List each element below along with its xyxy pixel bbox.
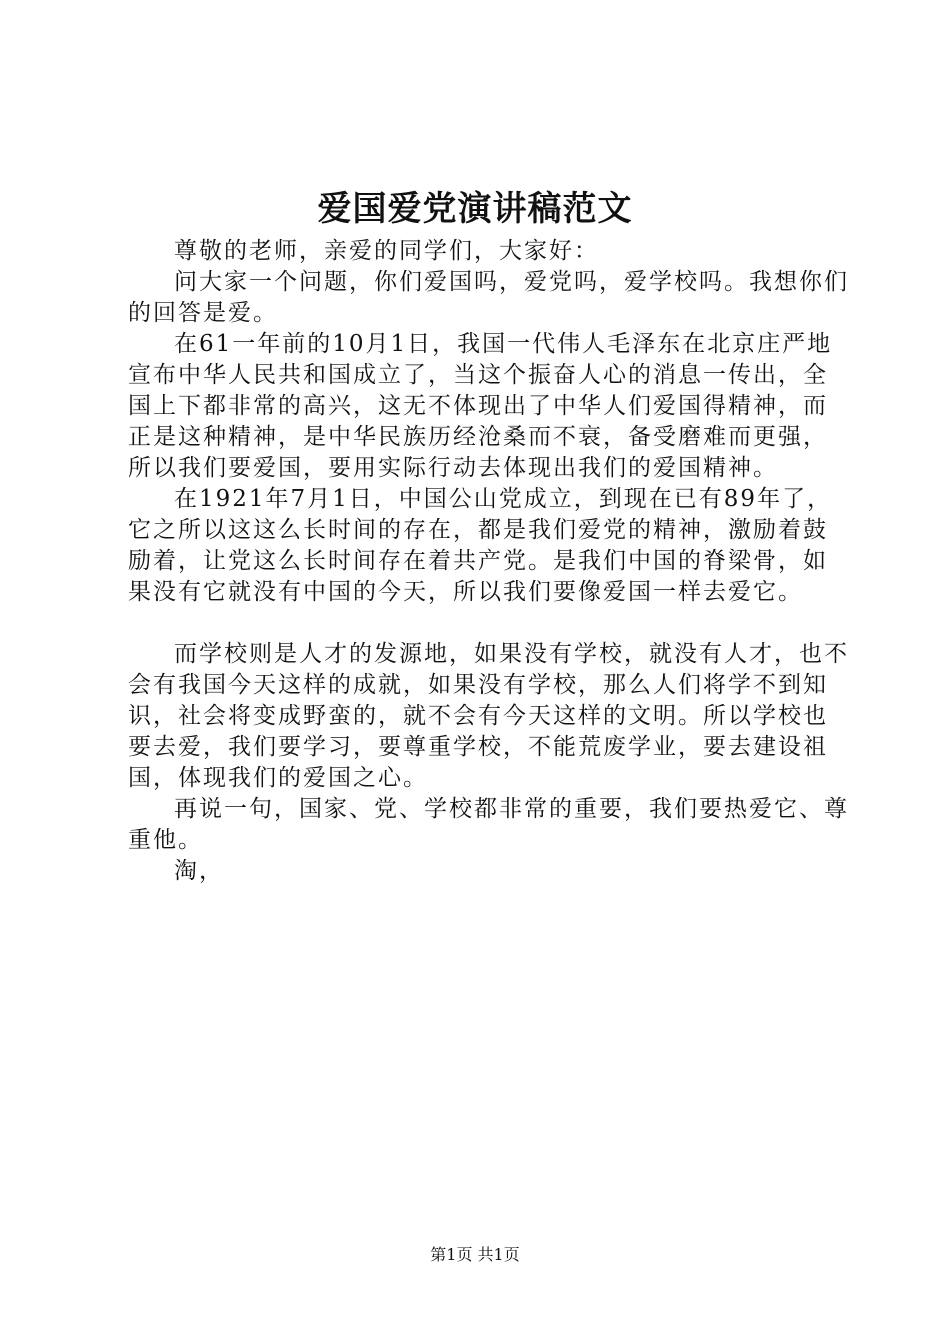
paragraph-greeting: 尊敬的老师，亲爱的同学们，大家好：	[174, 238, 599, 264]
page-footer: 第1页 共1页	[430, 1245, 520, 1264]
paragraph-question: 问大家一个问题，你们爱国吗，爱党吗，爱学校吗。我想你们的回答是爱。	[128, 269, 849, 326]
paragraph-school: 而学校则是人才的发源地，如果没有学校，就没有人才，也不会有我国今天这样的成就，如果没有学校，那么人们将学不到知识，社会将变成野蛮的，就不会有今天这样的文明。所以学校也要去爱，我们要学习，要尊重学校，不能荒废学业，要去建设祖国，体现我们的爱国之心。	[128, 641, 849, 791]
paragraph-closing: 淘，	[174, 858, 224, 884]
paragraph-party: 在1921年7月1日，中国公山党成立，到现在已有89年了，它之所以这这么长时间的存在，都是我们爱党的精神，激励着鼓励着，让党这么长时间存在着共产党。是我们中国的脊梁骨，如果没有它就没有中国的今天，所以我们要像爱国一样去爱它。	[128, 486, 833, 605]
document-title: 爱国爱党演讲稿范文	[317, 189, 633, 229]
document-body	[128, 236, 850, 887]
paragraph-founding: 在61一年前的10月1日，我国一代伟人毛泽东在北京庄严地宣布中华人民共和国成立了，当这个振奋人心的消息一传出，全国上下都非常的高兴，这无不体现出了中华人们爱国得精神，而正是这种精神，是中华民族历经沧桑而不衰，备受磨难而更强，所以我们要爱国，要用实际行动去体现出我们的爱国精神。	[128, 331, 833, 481]
paragraph-conclusion: 再说一句，国家、党、学校都非常的重要，我们要热爱它、尊重他。	[128, 796, 849, 853]
